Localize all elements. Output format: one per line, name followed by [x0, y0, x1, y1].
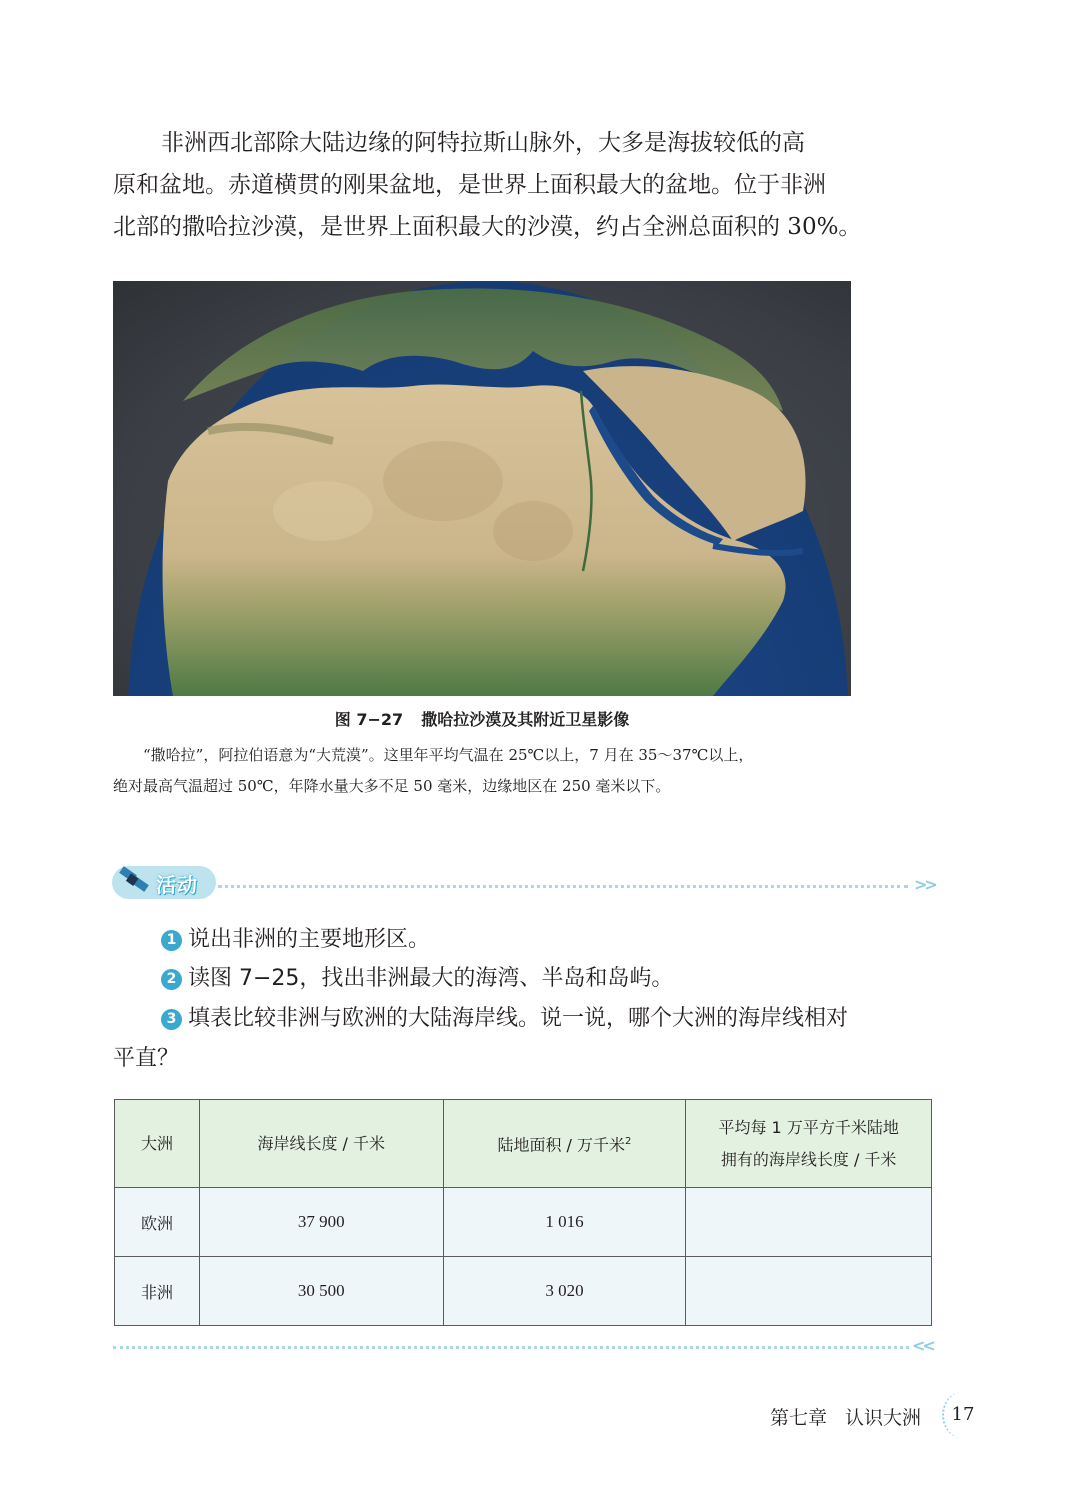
header-continent: 大洲	[115, 1100, 200, 1188]
cell-ratio-input[interactable]	[686, 1257, 932, 1326]
chevron-right-icon: >>	[914, 875, 935, 894]
figure-note	[113, 740, 863, 802]
paragraph-line: 北部的撒哈拉沙漠，是世界上面积最大的沙漠，约占全洲总面积的 30%。	[113, 214, 862, 240]
activity-header	[112, 862, 937, 902]
cell-area: 1 016	[443, 1188, 686, 1257]
figure-note-line: 绝对最高气温超过 50℃，年降水量大多不足 50 毫米，边缘地区在 250 毫米以下。	[113, 777, 671, 795]
activity-item-text: 读图 7−25，找出非洲最大的海湾、半岛和岛屿。	[188, 966, 674, 991]
header-area: 陆地面积 / 万千米$^2$	[443, 1100, 686, 1188]
paragraph-line: 原和盆地。赤道横贯的刚果盆地，是世界上面积最大的盆地。位于非洲	[113, 172, 826, 198]
activity-item-text: 平直？	[113, 1046, 180, 1071]
cell-coastline: 30 500	[199, 1257, 443, 1326]
page-number: 17	[942, 1392, 982, 1438]
cell-continent: 非洲	[115, 1257, 200, 1326]
header-coastline: 海岸线长度 / 千米	[199, 1100, 443, 1188]
cell-continent: 欧洲	[115, 1188, 200, 1257]
activity-item-3	[113, 999, 933, 1079]
number-badge: 2	[161, 969, 182, 990]
cell-area: 3 020	[443, 1257, 686, 1326]
figure-caption	[113, 707, 851, 730]
coastline-table	[114, 1099, 932, 1326]
table-row	[115, 1257, 932, 1326]
activity-item-1	[113, 920, 933, 960]
activity-item-text: 填表比较非洲与欧洲的大陆海岸线。说一说，哪个大洲的海岸线相对	[188, 1006, 849, 1031]
chapter-number: 第七章	[770, 1407, 828, 1429]
figure-title: 撒哈拉沙漠及其附近卫星影像	[421, 710, 630, 729]
figure-note-line: “撒哈拉”，阿拉伯语意为“大荒漠”。这里年平均气温在 25℃以上，7 月在 35～37℃以上，	[143, 746, 754, 764]
cell-coastline: 37 900	[199, 1188, 443, 1257]
table-header-row	[115, 1100, 932, 1188]
satellite-icon	[114, 862, 154, 900]
activity-item-text: 说出非洲的主要地形区。	[188, 927, 431, 952]
number-badge: 3	[161, 1009, 182, 1030]
body-paragraph	[113, 122, 862, 248]
satellite-image	[113, 281, 851, 696]
activity-end-divider	[113, 1346, 909, 1349]
activity-label: 活动	[156, 873, 198, 897]
header-ratio: 平均每 1 万平方千米陆地 拥有的海岸线长度 / 千米	[686, 1100, 932, 1188]
activity-divider	[218, 885, 908, 888]
figure-number: 图 7−27	[334, 710, 404, 729]
table-row	[115, 1188, 932, 1257]
paragraph-line: 非洲西北部除大陆边缘的阿特拉斯山脉外，大多是海拔较低的高	[161, 130, 805, 156]
chevron-left-icon: <<	[912, 1336, 933, 1355]
cell-ratio-input[interactable]	[686, 1188, 932, 1257]
number-badge: 1	[161, 930, 182, 951]
chapter-title: 认识大洲	[845, 1407, 922, 1429]
page-footer	[770, 1403, 921, 1430]
activity-item-2	[113, 959, 933, 999]
